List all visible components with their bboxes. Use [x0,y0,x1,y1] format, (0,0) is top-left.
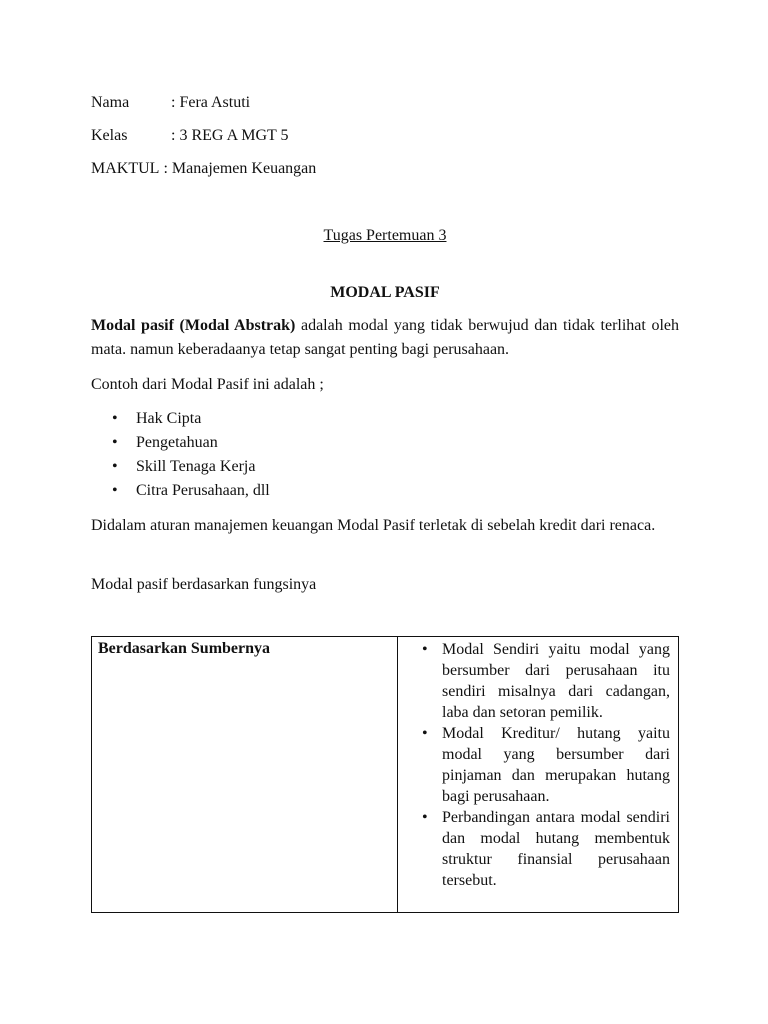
kelas-value: : 3 REG A MGT 5 [171,127,289,144]
maktul-value: : Manajemen Keuangan [163,160,317,177]
definition-term: Modal pasif (Modal Abstrak) [91,317,296,334]
examples-intro: Contoh dari Modal Pasif ini adalah ; [91,376,324,393]
table-row [92,637,679,913]
list-item [398,807,670,891]
location-paragraph: Didalam aturan manajemen keuangan Modal Pasif terletak di sebelah kredit dari renaca. [91,517,656,534]
list-item [91,431,679,455]
info-row-maktul [91,158,679,191]
definition-text: adalah modal yang tidak berwujud dan tidak terlihat oleh mata. namun keberadaanya tetap sangat penting bagi perusahaan. [91,317,679,358]
nama-label: Nama [91,94,130,111]
list-item [398,723,670,807]
table-cell-details [398,637,679,913]
bullet-icon: • [422,641,428,658]
source-table [91,636,679,913]
detail-text: Modal Sendiri yaitu modal yang bersumber dari perusahaan itu sendiri misalnya dari cadangan, laba dan setoran pemilik. [442,641,670,721]
definition-paragraph [91,314,679,362]
info-row-kelas [91,125,679,158]
details-list [398,639,670,891]
example-text: Hak Cipta [136,410,202,427]
bullet-icon: • [422,809,428,826]
example-text: Pengetahuan [136,434,218,451]
detail-text: Perbandingan antara modal sendiri dan modal hutang membentuk struktur finansial perusahaan tersebut. [442,809,670,889]
example-text: Citra Perusahaan, dll [136,482,270,499]
maktul-label: MAKTUL [91,160,160,177]
example-text: Skill Tenaga Kerja [136,458,256,475]
bullet-icon: • [112,482,118,499]
examples-list [91,407,679,503]
table-cell-category [92,637,398,913]
list-item [398,639,670,723]
bullet-icon: • [112,410,118,427]
category-label: Berdasarkan Sumbernya [98,640,271,657]
list-item [91,479,679,503]
document-page [91,92,679,596]
info-row-nama [91,92,679,125]
assignment-subject: Tugas Pertemuan 3 [323,227,447,244]
function-heading: Modal pasif berdasarkan fungsinya [91,576,317,593]
nama-value: : Fera Astuti [171,94,251,111]
page-title: MODAL PASIF [330,284,440,301]
bullet-icon: • [112,434,118,451]
bullet-icon: • [422,725,428,742]
list-item [91,455,679,479]
bullet-icon: • [112,458,118,475]
detail-text: Modal Kreditur/ hutang yaitu modal yang bersumber dari pinjaman dan merupakan hutang bagi perusahaan. [442,725,670,805]
list-item [91,407,679,431]
kelas-label: Kelas [91,127,128,144]
